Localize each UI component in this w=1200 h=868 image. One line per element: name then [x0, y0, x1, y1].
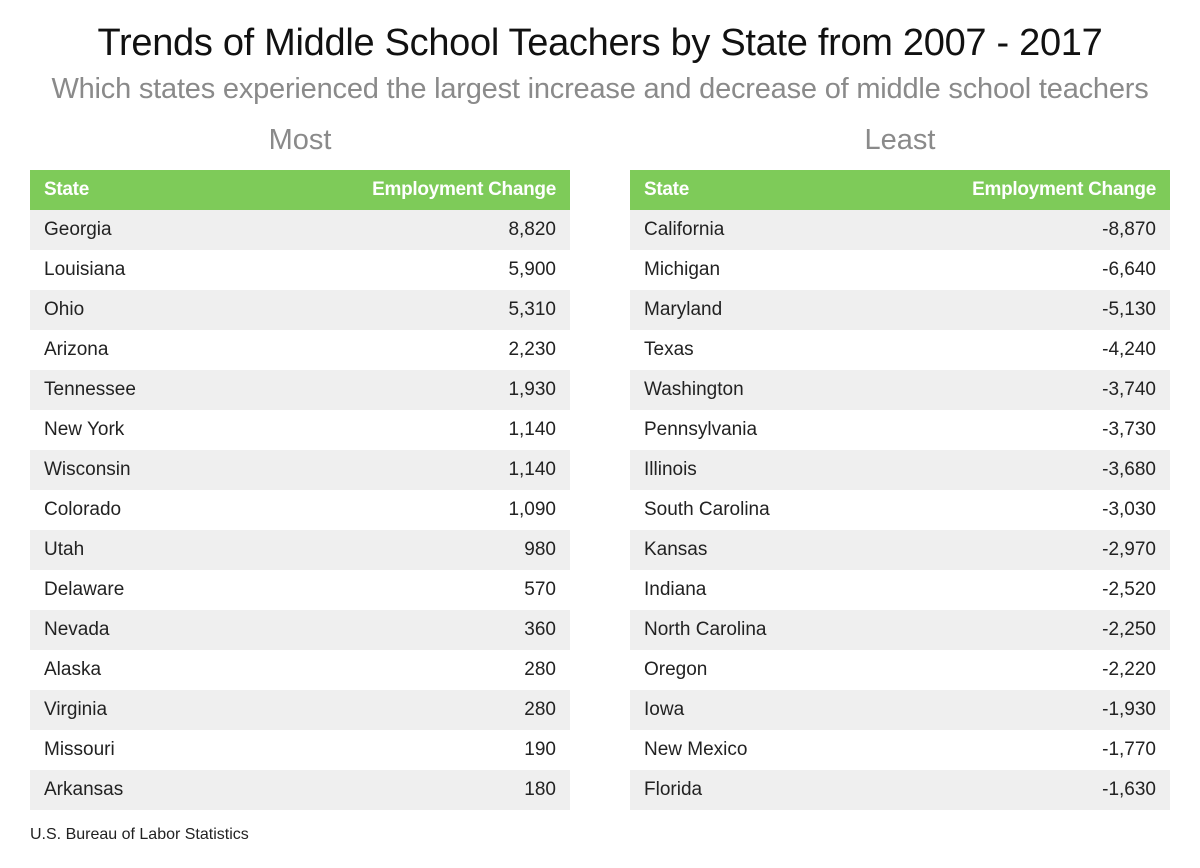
most-change-cell: 1,930 [300, 370, 570, 410]
most-table-row [30, 290, 570, 330]
most-change-cell: 8,820 [300, 210, 570, 250]
most-state-cell: Ohio [30, 290, 300, 330]
most-state-cell: Tennessee [30, 370, 300, 410]
least-change-cell: -1,770 [900, 730, 1170, 770]
most-state-cell: Arizona [30, 330, 300, 370]
least-header-row [630, 170, 1170, 210]
least-state-cell: Iowa [630, 690, 900, 730]
most-state-cell: Colorado [30, 490, 300, 530]
most-change-cell: 190 [300, 730, 570, 770]
most-table-row [30, 250, 570, 290]
most-change-cell: 1,140 [300, 410, 570, 450]
most-change-column-header: Employment Change [300, 170, 570, 210]
most-state-cell: Alaska [30, 650, 300, 690]
least-table-row [630, 730, 1170, 770]
most-change-cell: 2,230 [300, 330, 570, 370]
most-heading: Most [268, 124, 332, 156]
least-state-cell: South Carolina [630, 490, 900, 530]
most-table-row [30, 450, 570, 490]
most-change-cell: 280 [300, 650, 570, 690]
least-state-cell: Pennsylvania [630, 410, 900, 450]
least-panel [630, 120, 1170, 810]
least-change-cell: -3,740 [900, 370, 1170, 410]
least-change-cell: -2,520 [900, 570, 1170, 610]
least-table-row [630, 530, 1170, 570]
most-table-row [30, 490, 570, 530]
least-change-cell: -3,030 [900, 490, 1170, 530]
least-state-cell: Texas [630, 330, 900, 370]
source-note: U.S. Bureau of Labor Statistics [30, 826, 249, 843]
most-table-row [30, 530, 570, 570]
most-change-cell: 570 [300, 570, 570, 610]
least-state-cell: North Carolina [630, 610, 900, 650]
most-state-cell: Delaware [30, 570, 300, 610]
most-change-cell: 980 [300, 530, 570, 570]
most-table-row [30, 410, 570, 450]
most-change-cell: 1,140 [300, 450, 570, 490]
least-change-cell: -4,240 [900, 330, 1170, 370]
least-change-cell: -2,250 [900, 610, 1170, 650]
most-table-row [30, 370, 570, 410]
least-state-cell: Kansas [630, 530, 900, 570]
least-table-row [630, 450, 1170, 490]
least-change-cell: -6,640 [900, 250, 1170, 290]
least-heading: Least [864, 124, 936, 156]
most-table-row [30, 610, 570, 650]
most-header-row [30, 170, 570, 210]
least-table-row [630, 290, 1170, 330]
least-state-cell: Michigan [630, 250, 900, 290]
least-table-row [630, 570, 1170, 610]
most-change-cell: 5,310 [300, 290, 570, 330]
least-change-cell: -1,930 [900, 690, 1170, 730]
least-change-cell: -8,870 [900, 210, 1170, 250]
chart-title: Trends of Middle School Teachers by State from 2007 - 2017 [97, 22, 1103, 64]
least-table-row [630, 610, 1170, 650]
least-change-cell: -5,130 [900, 290, 1170, 330]
chart-subtitle: Which states experienced the largest increase and decrease of middle school teachers [51, 73, 1149, 105]
least-state-cell: Washington [630, 370, 900, 410]
least-change-cell: -1,630 [900, 770, 1170, 810]
least-state-column-header: State [630, 170, 900, 210]
most-state-column-header: State [30, 170, 300, 210]
least-table-row [630, 690, 1170, 730]
least-state-cell: Illinois [630, 450, 900, 490]
least-table-row [630, 210, 1170, 250]
least-state-cell: California [630, 210, 900, 250]
least-change-column-header: Employment Change [900, 170, 1170, 210]
least-change-cell: -2,970 [900, 530, 1170, 570]
least-state-cell: Oregon [630, 650, 900, 690]
most-table-row [30, 730, 570, 770]
most-state-cell: Utah [30, 530, 300, 570]
most-change-cell: 280 [300, 690, 570, 730]
least-change-cell: -3,730 [900, 410, 1170, 450]
least-state-cell: New Mexico [630, 730, 900, 770]
least-table-row [630, 330, 1170, 370]
least-change-cell: -3,680 [900, 450, 1170, 490]
most-table-row [30, 210, 570, 250]
least-table-row [630, 370, 1170, 410]
most-state-cell: New York [30, 410, 300, 450]
most-change-cell: 180 [300, 770, 570, 810]
most-table-row [30, 570, 570, 610]
most-table-row [30, 690, 570, 730]
most-table-row [30, 330, 570, 370]
most-state-cell: Georgia [30, 210, 300, 250]
most-state-cell: Nevada [30, 610, 300, 650]
least-state-cell: Indiana [630, 570, 900, 610]
least-table-row [630, 250, 1170, 290]
least-table-row [630, 410, 1170, 450]
most-change-cell: 1,090 [300, 490, 570, 530]
least-state-cell: Maryland [630, 290, 900, 330]
least-change-cell: -2,220 [900, 650, 1170, 690]
most-state-cell: Wisconsin [30, 450, 300, 490]
most-state-cell: Louisiana [30, 250, 300, 290]
most-state-cell: Virginia [30, 690, 300, 730]
least-table [630, 170, 1170, 810]
least-table-body [630, 210, 1170, 810]
most-change-cell: 360 [300, 610, 570, 650]
most-table-body [30, 210, 570, 810]
most-panel [30, 120, 570, 810]
most-table-row [30, 650, 570, 690]
least-table-row [630, 770, 1170, 810]
least-state-cell: Florida [630, 770, 900, 810]
most-table-row [30, 770, 570, 810]
least-table-row [630, 490, 1170, 530]
most-state-cell: Missouri [30, 730, 300, 770]
least-table-row [630, 650, 1170, 690]
most-state-cell: Arkansas [30, 770, 300, 810]
most-table [30, 170, 570, 810]
most-change-cell: 5,900 [300, 250, 570, 290]
